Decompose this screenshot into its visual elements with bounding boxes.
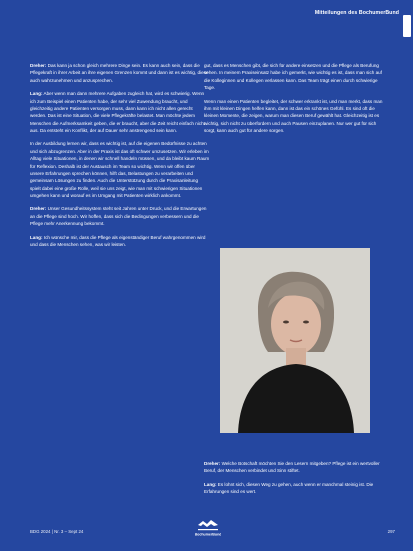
paragraph-text: Es lohnt sich, diesen Weg zu gehen, auch wenn er manchmal steinig ist. Die Erfahrungen sind es wert.: [204, 481, 374, 495]
portrait-illustration: [220, 248, 370, 433]
speaker-label: Dreher:: [30, 206, 47, 212]
paragraph-text: Das kann ja schon gleich mehrere Dinge sein. Es kann auch sein, dass die Pflegekraft in ihrer Arbeit an ihre eigenen Grenzen kommt und dann ist es wichtig, diese auch wahrzunehmen und anzusprechen.: [30, 63, 209, 83]
portrait-photo: [220, 248, 370, 433]
paragraph-text: Ich wünsche mir, dass die Pflege als eigenständiger Beruf wahrgenommen wird und dass die Menschen sehen, was wir leisten.: [30, 234, 206, 247]
paragraph-text: Aber wenn man dann mehrere Aufgaben zugleich hat, wird es schwierig. Wenn ich zum Beispiel einen Patienten habe, der sehr viel Zuwendung braucht, und gleichzeitig andere Patienten versorgen muss, dann kann ich nicht allen gerecht werden. Das ist eine Situation, die viele Pflegekräfte belastet. Man möchte jedem Menschen die Aufmerksamkeit geben, die er braucht, aber die Zeit reicht einfach nicht aus. Da entsteht ein Konflikt, der auf Dauer sehr anstrengend sein kann.: [30, 91, 205, 133]
right-bottom-text: [204, 460, 384, 496]
paragraph: [204, 481, 384, 496]
paragraph: [204, 460, 384, 475]
footer-issue: BDG 2024 | Nr. 3 – Sept 24: [30, 529, 84, 534]
paragraph-text: Wenn man einen Patienten begleitet, der schwer erkrankt ist, und man merkt, dass man ihm mit kleinen Dingen helfen kann, dann ist das ein schönes Gefühl. Es sind oft die kleinen Momente, die zeigen, warum man diesen Beruf gewählt hat. Gleichzeitig ist es wichtig, sich nicht zu überfordern und auch Pausen einzuplanen. Nur wer gut für sich sorgt, kann auch gut für andere sorgen.: [204, 98, 383, 133]
bochumer-bund-logo: [195, 519, 221, 537]
paragraph-text: In der Ausbildung lernen wir, dass es wichtig ist, auf die eigenen Bedürfnisse zu achten und sich abzugrenzen. Aber in der Praxis ist das oft schwer umzusetzen. Wir erleben im Alltag viele Situationen, in denen wir schnell handeln müssen, und da bleibt kaum Raum für Reflexion. Deshalb ist der Austausch im Team so wichtig. Wenn wir offen über unsere Erfahrungen sprechen können, hilft das, Belastungen zu verarbeiten und gemeinsam Lösungen zu finden. Auch die Unterstützung durch die Praxisanleitung spielt dabei eine große Rolle, weil sie uns zeigt, wie man mit schwierigen Situationen umgehen kann und worauf es im Umgang mit Patienten wirklich ankommt.: [30, 141, 210, 198]
paragraph-text: Unser Gesundheitssystem steht seit Jahren unter Druck, und die Erwartungen an die Pflege sind hoch. Wir hoffen, dass sich die Bedingungen verbessern und die Pflege mehr Anerkennung bekommt.: [30, 206, 207, 227]
side-tab-marker: [403, 15, 411, 37]
paragraph: [30, 90, 210, 134]
paragraph-text: gut, dass es Menschen gibt, die sich für andere einsetzen und die Pflege als Berufung sehen. In meinem Praxiseinsatz habe ich gemerkt, wie wichtig es ist, dass man sich auf die Kolleginnen und Kollegen verlassen kann. Das Team trägt einen durch schwierige Tage.: [204, 63, 382, 91]
speaker-label: Dreher:: [30, 63, 47, 68]
paragraph: [30, 234, 210, 249]
speaker-label: Lang:: [30, 234, 43, 240]
logo-mark-icon: [195, 519, 221, 537]
page-number: 297: [387, 529, 395, 534]
paragraph: [30, 205, 210, 227]
speaker-label: Dreher:: [204, 461, 221, 466]
paragraph-text: Welche Botschaft möchten Sie den Lesern mitgeben? Pflege ist ein wertvoller Beruf, der Menschen verbindet und Sinn stiftet.: [204, 461, 380, 474]
right-text-column: [204, 62, 384, 140]
paragraph: [204, 98, 384, 135]
paragraph: [30, 140, 210, 199]
logo-text: BochumerBund: [195, 532, 221, 537]
paragraph: [204, 62, 384, 91]
speaker-label: Lang:: [30, 91, 43, 97]
speaker-label: Lang:: [204, 481, 217, 487]
page-header: Mitteilungen des BochumerBund: [314, 10, 399, 16]
left-text-column: [30, 62, 210, 255]
paragraph: [30, 62, 210, 84]
